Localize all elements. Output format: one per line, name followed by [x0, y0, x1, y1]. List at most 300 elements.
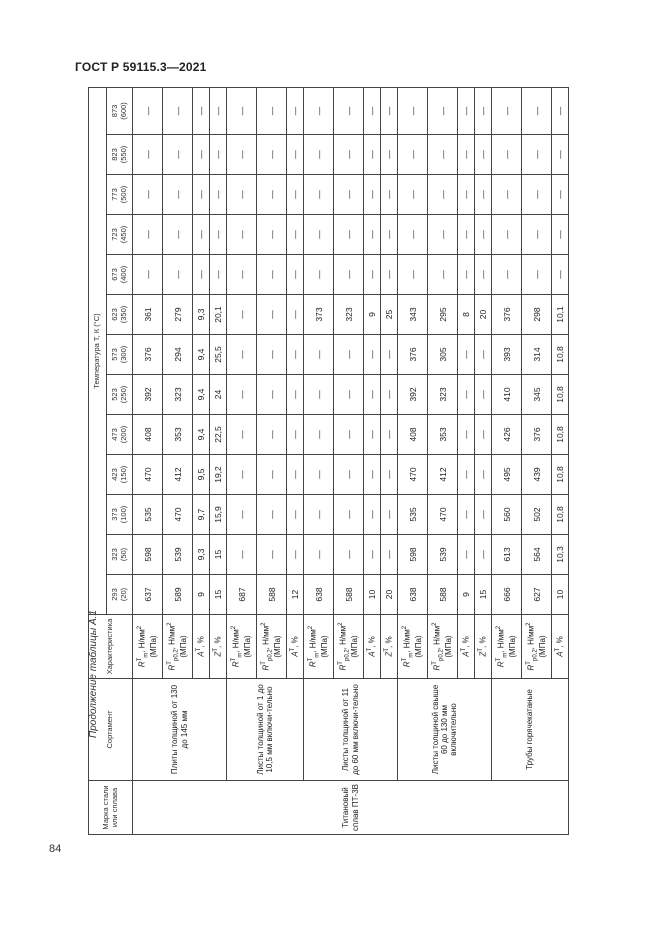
value-cell: — — [257, 175, 287, 215]
value-cell: — — [287, 455, 304, 495]
char-unit: , % — [384, 636, 394, 648]
value-cell: — — [210, 255, 227, 295]
characteristic-symbol — [231, 616, 244, 677]
value-cell: 279 — [163, 295, 193, 335]
value-cell: — — [287, 215, 304, 255]
value-cell: — — [257, 455, 287, 495]
characteristic-symbol — [555, 616, 565, 677]
value-cell: 376 — [492, 295, 522, 335]
value-cell: — — [428, 215, 458, 255]
value-cell: 9,3 — [193, 535, 210, 575]
value-cell: — — [364, 87, 381, 134]
value-cell: — — [227, 87, 257, 134]
value-cell: — — [304, 175, 334, 215]
value-cell: — — [381, 255, 398, 295]
page-number: 84 — [49, 843, 62, 855]
value-cell: — — [257, 415, 287, 455]
characteristic-cell — [428, 615, 458, 679]
value-cell: — — [334, 215, 364, 255]
value-cell: — — [398, 87, 428, 134]
value-cell: 539 — [163, 535, 193, 575]
characteristic-cell — [492, 615, 522, 679]
temp-kelvin: 423 — [109, 468, 119, 481]
value-cell: — — [227, 375, 257, 415]
col-header-temp — [107, 535, 133, 575]
char-symbol: R — [526, 664, 536, 671]
char-mpa: (МПа) — [349, 635, 359, 658]
value-cell: — — [522, 175, 552, 215]
characteristic-symbol — [367, 616, 377, 677]
value-cell: 10,8 — [552, 455, 569, 495]
value-cell: 15 — [475, 575, 492, 615]
char-symbol: R — [432, 664, 442, 671]
char-sup: T — [431, 661, 438, 665]
value-cell: — — [304, 215, 334, 255]
value-cell: — — [287, 375, 304, 415]
temp-celsius: (550) — [118, 145, 128, 164]
value-cell: — — [398, 255, 428, 295]
value-cell: 295 — [428, 295, 458, 335]
characteristic-symbol — [213, 616, 223, 677]
characteristic-symbol — [290, 616, 300, 677]
value-cell: 502 — [522, 495, 552, 535]
value-cell: — — [522, 215, 552, 255]
value-cell: 589 — [163, 575, 193, 615]
characteristic-symbol — [432, 616, 445, 677]
value-cell: 408 — [398, 415, 428, 455]
table-row — [304, 87, 334, 834]
value-cell: — — [304, 455, 334, 495]
value-cell: — — [257, 87, 287, 134]
temp-celsius: (20) — [118, 587, 128, 602]
value-cell: — — [304, 495, 334, 535]
char-mpa: (МПа) — [242, 635, 252, 658]
value-cell: — — [257, 495, 287, 535]
char-symbol: R — [231, 661, 241, 668]
value-cell: 539 — [428, 535, 458, 575]
temp-celsius: (250) — [118, 385, 128, 404]
value-cell: — — [163, 87, 193, 134]
characteristic-symbol — [402, 616, 415, 677]
value-cell: — — [364, 215, 381, 255]
char-sup: T — [289, 647, 296, 652]
value-cell: — — [458, 135, 475, 175]
char-sub: p0,2 — [172, 649, 179, 662]
value-cell: 314 — [522, 335, 552, 375]
value-cell: 9,5 — [193, 455, 210, 495]
properties-table — [88, 87, 569, 835]
char-symbol: R — [496, 661, 506, 668]
value-cell: 637 — [133, 575, 163, 615]
temp-kelvin: 873 — [109, 104, 119, 118]
value-cell: — — [458, 87, 475, 134]
char-sub: m — [313, 652, 320, 658]
char-symbol: Z — [213, 651, 223, 657]
value-cell: — — [210, 87, 227, 134]
sortament-cell: Листы толщиной свыше 60 до 130 мм включительно — [398, 679, 492, 781]
value-cell: — — [193, 255, 210, 295]
value-cell: — — [398, 175, 428, 215]
value-cell: — — [492, 87, 522, 134]
char-sup: T — [554, 647, 561, 652]
value-cell: 8 — [458, 295, 475, 335]
char-unit-power: 2 — [307, 625, 314, 630]
characteristic-symbol — [526, 616, 539, 677]
characteristic-cell — [381, 615, 398, 679]
value-cell: 376 — [133, 335, 163, 375]
value-cell: 588 — [428, 575, 458, 615]
rotated-table-container — [88, 88, 567, 835]
characteristic-cell — [334, 615, 364, 679]
char-symbol: A — [290, 651, 300, 657]
char-symbol: R — [167, 664, 177, 671]
value-cell: — — [334, 535, 364, 575]
char-unit-power: 2 — [230, 625, 237, 630]
table-caption: Продолжение таблицы А.1 — [88, 610, 99, 738]
value-cell: — — [210, 175, 227, 215]
value-cell: — — [458, 535, 475, 575]
value-cell: — — [257, 135, 287, 175]
temp-celsius: (500) — [118, 185, 128, 204]
value-cell: 470 — [133, 455, 163, 495]
value-cell: 10,8 — [552, 495, 569, 535]
char-sup: T — [460, 647, 467, 652]
value-cell: 22,5 — [210, 415, 227, 455]
characteristic-cell — [257, 615, 287, 679]
value-cell: 25,5 — [210, 335, 227, 375]
characteristic-cell — [133, 615, 163, 679]
temp-celsius: (350) — [118, 305, 128, 324]
value-cell: — — [334, 255, 364, 295]
characteristic-cell — [364, 615, 381, 679]
value-cell: 345 — [522, 375, 552, 415]
char-mpa: (МПа) — [148, 635, 158, 658]
value-cell: — — [552, 87, 569, 134]
characteristic-cell — [193, 615, 210, 679]
char-sub: p0,2 — [266, 649, 273, 662]
value-cell: — — [381, 87, 398, 134]
value-cell: — — [381, 335, 398, 375]
characteristic-cell — [304, 615, 334, 679]
value-cell: — — [428, 135, 458, 175]
characteristic-symbol — [461, 616, 471, 677]
value-cell: 598 — [398, 535, 428, 575]
col-header-sortament: Сортамент — [89, 679, 133, 781]
characteristic-cell — [163, 615, 193, 679]
char-sup: T — [366, 647, 373, 652]
value-cell: 323 — [334, 295, 364, 335]
value-cell: — — [227, 455, 257, 495]
value-cell: 19,2 — [210, 455, 227, 495]
temp-kelvin: 473 — [109, 428, 119, 441]
col-header-temp — [107, 255, 133, 295]
value-cell: — — [381, 375, 398, 415]
sortament-cell: Плиты толщиной от 130 до 145 мм — [133, 679, 227, 781]
value-cell: — — [458, 335, 475, 375]
value-cell: 9,4 — [193, 415, 210, 455]
value-cell: — — [287, 535, 304, 575]
value-cell: 470 — [428, 495, 458, 535]
value-cell: 627 — [522, 575, 552, 615]
value-cell: 15 — [210, 535, 227, 575]
value-cell: — — [475, 335, 492, 375]
value-cell: 638 — [398, 575, 428, 615]
char-sup: T — [383, 648, 390, 652]
value-cell: — — [210, 215, 227, 255]
value-cell: — — [475, 87, 492, 134]
characteristic-cell — [287, 615, 304, 679]
value-cell: — — [304, 255, 334, 295]
char-mpa: (МПа) — [413, 635, 423, 658]
value-cell: 412 — [163, 455, 193, 495]
value-cell: — — [287, 495, 304, 535]
temp-celsius: (150) — [118, 465, 128, 484]
value-cell: 9 — [364, 295, 381, 335]
characteristic-cell — [398, 615, 428, 679]
value-cell: 470 — [398, 455, 428, 495]
col-header-temp — [107, 215, 133, 255]
value-cell: — — [334, 87, 364, 134]
value-cell: 343 — [398, 295, 428, 335]
value-cell: 392 — [133, 375, 163, 415]
value-cell: — — [334, 375, 364, 415]
char-symbol: Z — [478, 651, 488, 657]
value-cell: — — [458, 455, 475, 495]
temp-kelvin: 773 — [109, 188, 119, 201]
col-header-temp — [107, 415, 133, 455]
value-cell: 10 — [552, 575, 569, 615]
value-cell: — — [287, 335, 304, 375]
temp-kelvin: 823 — [109, 148, 119, 161]
char-sup: T — [166, 661, 173, 665]
col-header-temp — [107, 575, 133, 615]
sortament-cell: Трубы горячекатаные — [492, 679, 569, 781]
value-cell: 10,1 — [552, 295, 569, 335]
header-row-1 — [89, 87, 107, 834]
value-cell: 495 — [492, 455, 522, 495]
char-sup: T — [195, 647, 202, 652]
char-mpa: (МПа) — [272, 635, 282, 658]
characteristic-cell — [227, 615, 257, 679]
value-cell: 613 — [492, 535, 522, 575]
value-cell: — — [287, 87, 304, 134]
temp-celsius: (100) — [118, 505, 128, 524]
value-cell: 20 — [475, 295, 492, 335]
value-cell: — — [364, 415, 381, 455]
characteristic-cell — [475, 615, 492, 679]
value-cell: 353 — [428, 415, 458, 455]
char-symbol: Z — [384, 651, 394, 657]
value-cell: — — [364, 495, 381, 535]
value-cell: 9,7 — [193, 495, 210, 535]
value-cell: — — [210, 135, 227, 175]
char-unit-power: 2 — [525, 622, 532, 626]
value-cell: — — [552, 255, 569, 295]
value-cell: 298 — [522, 295, 552, 335]
temp-celsius: (200) — [118, 425, 128, 444]
char-unit-power: 2 — [136, 625, 143, 630]
value-cell: — — [193, 215, 210, 255]
value-cell: — — [334, 175, 364, 215]
value-cell: — — [381, 535, 398, 575]
value-cell: — — [133, 175, 163, 215]
value-cell: 25 — [381, 295, 398, 335]
char-mpa: (МПа) — [507, 635, 517, 658]
characteristic-symbol — [496, 616, 509, 677]
char-unit: , Н/мм — [231, 629, 241, 653]
value-cell: 376 — [522, 415, 552, 455]
value-cell: — — [334, 415, 364, 455]
value-cell: 305 — [428, 335, 458, 375]
characteristic-symbol — [137, 616, 150, 677]
char-sub: m — [501, 652, 508, 658]
char-unit-power: 2 — [401, 625, 408, 630]
col-header-temp — [107, 135, 133, 175]
value-cell: 12 — [287, 575, 304, 615]
value-cell: — — [334, 455, 364, 495]
value-cell: — — [287, 175, 304, 215]
value-cell: — — [227, 175, 257, 215]
value-cell: 9,4 — [193, 375, 210, 415]
col-header-temp — [107, 335, 133, 375]
value-cell: — — [257, 295, 287, 335]
value-cell: — — [364, 535, 381, 575]
char-sup: T — [337, 661, 344, 665]
value-cell: — — [257, 255, 287, 295]
value-cell: — — [227, 335, 257, 375]
temp-kelvin: 573 — [109, 348, 119, 361]
char-mpa: (МПа) — [319, 635, 329, 658]
value-cell: — — [381, 455, 398, 495]
value-cell: — — [475, 535, 492, 575]
value-cell: 376 — [398, 335, 428, 375]
table-row — [133, 87, 163, 834]
value-cell: — — [163, 255, 193, 295]
value-cell: — — [227, 495, 257, 535]
value-cell: — — [304, 375, 334, 415]
value-cell: 588 — [257, 575, 287, 615]
alloy-mark: Титановый сплав ПТ-3В — [133, 781, 569, 835]
col-header-temperature: Температура Т, К (°С) — [89, 87, 107, 614]
temp-celsius: (400) — [118, 265, 128, 284]
temp-celsius: (300) — [118, 345, 128, 364]
col-header-temp — [107, 87, 133, 134]
value-cell: 323 — [163, 375, 193, 415]
value-cell: — — [334, 135, 364, 175]
value-cell: — — [492, 255, 522, 295]
value-cell: — — [428, 255, 458, 295]
value-cell: — — [304, 335, 334, 375]
value-cell: 361 — [133, 295, 163, 335]
char-unit: , Н/мм — [402, 629, 412, 653]
col-header-temp — [107, 495, 133, 535]
value-cell: — — [398, 215, 428, 255]
value-cell: — — [193, 135, 210, 175]
temp-kelvin: 373 — [109, 508, 119, 521]
char-sub: m — [407, 652, 414, 658]
char-sub: p0,2 — [343, 649, 350, 662]
value-cell: 373 — [304, 295, 334, 335]
value-cell: 9,4 — [193, 335, 210, 375]
temp-celsius: (50) — [118, 547, 128, 562]
value-cell: — — [257, 535, 287, 575]
characteristic-cell — [210, 615, 227, 679]
value-cell: — — [458, 415, 475, 455]
char-symbol: A — [555, 651, 565, 657]
characteristic-symbol — [261, 616, 274, 677]
value-cell: 560 — [492, 495, 522, 535]
value-cell: — — [458, 255, 475, 295]
characteristic-symbol — [167, 616, 180, 677]
value-cell: 392 — [398, 375, 428, 415]
value-cell: — — [458, 215, 475, 255]
value-cell: — — [193, 87, 210, 134]
value-cell: — — [522, 135, 552, 175]
value-cell: — — [475, 455, 492, 495]
value-cell: 15,9 — [210, 495, 227, 535]
char-mpa: (МПа) — [178, 635, 188, 658]
characteristic-symbol — [478, 616, 488, 677]
value-cell: — — [552, 135, 569, 175]
char-mpa: (МПа) — [443, 635, 453, 658]
characteristic-cell — [458, 615, 475, 679]
char-sup: T — [260, 661, 267, 665]
value-cell: — — [257, 335, 287, 375]
char-unit: , % — [478, 636, 488, 648]
char-unit: , % — [213, 636, 223, 648]
char-sub: m — [236, 652, 243, 658]
char-symbol: R — [308, 661, 318, 668]
value-cell: — — [304, 87, 334, 134]
temp-kelvin: 673 — [109, 268, 119, 281]
char-symbol: A — [461, 651, 471, 657]
value-cell: — — [492, 135, 522, 175]
char-unit-power: 2 — [166, 622, 173, 626]
value-cell: — — [381, 215, 398, 255]
value-cell: 426 — [492, 415, 522, 455]
value-cell: 564 — [522, 535, 552, 575]
value-cell: 10,8 — [552, 375, 569, 415]
char-unit: , Н/мм — [137, 629, 147, 653]
value-cell: — — [287, 295, 304, 335]
char-symbol: R — [261, 664, 271, 671]
char-sup: T — [230, 657, 237, 662]
value-cell: 410 — [492, 375, 522, 415]
value-cell: 412 — [428, 455, 458, 495]
char-unit: , % — [367, 636, 377, 648]
value-cell: — — [364, 135, 381, 175]
char-sup: T — [136, 657, 143, 662]
value-cell: — — [381, 415, 398, 455]
value-cell: — — [133, 215, 163, 255]
value-cell: 323 — [428, 375, 458, 415]
value-cell: 9 — [458, 575, 475, 615]
value-cell: — — [287, 255, 304, 295]
value-cell: — — [552, 215, 569, 255]
col-header-temp — [107, 455, 133, 495]
value-cell: 10 — [364, 575, 381, 615]
value-cell: — — [227, 255, 257, 295]
char-mpa: (МПа) — [537, 635, 547, 658]
char-sup: T — [212, 648, 219, 652]
value-cell: — — [381, 495, 398, 535]
value-cell: — — [492, 175, 522, 215]
table-row — [492, 87, 522, 834]
temp-kelvin: 523 — [109, 388, 119, 401]
value-cell: 687 — [227, 575, 257, 615]
char-symbol: R — [402, 661, 412, 668]
characteristic-symbol — [338, 616, 351, 677]
